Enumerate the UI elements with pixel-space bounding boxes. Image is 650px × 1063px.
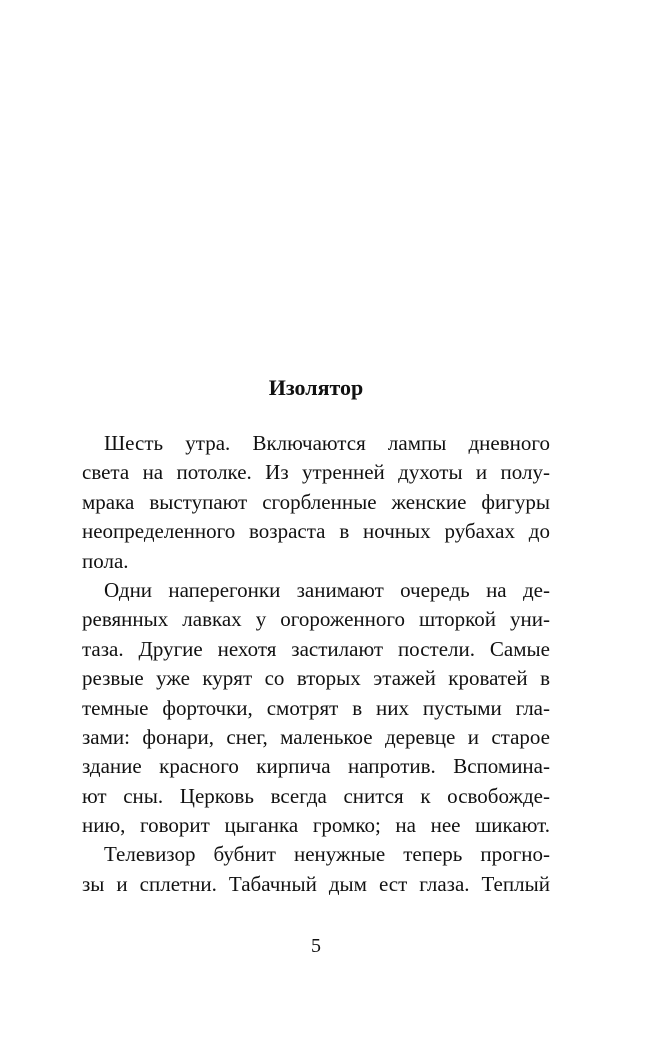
word: выступают bbox=[149, 489, 248, 514]
word: и bbox=[475, 460, 488, 485]
word: таза. bbox=[82, 636, 124, 661]
word: на bbox=[395, 813, 416, 838]
word: освобожде- bbox=[447, 783, 550, 808]
text-line bbox=[82, 782, 550, 811]
word: дневного bbox=[468, 431, 550, 455]
word: говорит bbox=[140, 813, 210, 838]
text-line bbox=[82, 811, 550, 840]
word: смотрят bbox=[266, 695, 339, 720]
word: утра. bbox=[185, 431, 231, 455]
word: деревце bbox=[385, 724, 456, 749]
word: темные bbox=[82, 695, 149, 720]
text-line bbox=[82, 870, 550, 899]
word: лампы bbox=[387, 431, 447, 455]
word: теперь bbox=[403, 842, 463, 867]
word: зами: bbox=[82, 724, 130, 749]
word: старое bbox=[491, 724, 550, 749]
word: утренней bbox=[302, 460, 385, 485]
word: шторкой bbox=[419, 607, 496, 632]
word: Из bbox=[265, 460, 289, 485]
word: них bbox=[376, 695, 409, 720]
word: кирпича bbox=[256, 754, 331, 779]
word: Одни bbox=[104, 577, 153, 602]
word: наперегонки bbox=[168, 577, 281, 602]
word: здание bbox=[82, 754, 142, 779]
text-line bbox=[82, 605, 550, 634]
word: резвые bbox=[82, 666, 144, 691]
word: дым bbox=[328, 871, 367, 896]
word: снится bbox=[343, 783, 404, 808]
word: вторых bbox=[296, 666, 361, 691]
word: застилают bbox=[291, 636, 384, 661]
word: глаза. bbox=[419, 871, 470, 896]
word: занимают bbox=[296, 577, 384, 602]
word: пола. bbox=[82, 548, 129, 573]
word: сны. bbox=[123, 783, 164, 808]
word: де- bbox=[522, 577, 550, 602]
word: Табачный bbox=[228, 871, 317, 896]
word: ненужные bbox=[294, 842, 386, 867]
word: сгорбленные bbox=[262, 489, 377, 514]
word: цыганка bbox=[224, 813, 299, 838]
word: этажей bbox=[373, 666, 436, 691]
text-line bbox=[82, 517, 550, 546]
word: сплетни. bbox=[139, 871, 217, 896]
word: гла- bbox=[515, 695, 550, 720]
word: кроватей bbox=[448, 666, 528, 691]
word: Телевизор bbox=[104, 842, 196, 867]
word: Включаются bbox=[252, 431, 366, 455]
word: фигуры bbox=[481, 489, 550, 514]
word: очередь bbox=[400, 577, 470, 602]
word: шикают. bbox=[475, 813, 550, 838]
word: всегда bbox=[270, 783, 327, 808]
word: огороженного bbox=[280, 607, 405, 632]
word: Теплый bbox=[481, 871, 550, 896]
text-line bbox=[82, 840, 550, 869]
chapter-title: Изолятор bbox=[268, 375, 364, 400]
word: на bbox=[142, 460, 164, 485]
text-line bbox=[82, 723, 550, 752]
word: громко; bbox=[312, 813, 381, 838]
word: Другие bbox=[138, 636, 203, 661]
word: уни- bbox=[510, 607, 550, 632]
word: напротив. bbox=[347, 754, 436, 779]
word: мрака bbox=[82, 489, 135, 514]
word: нехотя bbox=[217, 636, 277, 661]
word: красного bbox=[159, 754, 239, 779]
word: и bbox=[116, 871, 128, 896]
word: и bbox=[467, 724, 479, 749]
word: света bbox=[82, 460, 130, 485]
word: возраста bbox=[249, 519, 326, 544]
text-line bbox=[82, 576, 550, 605]
word: ют bbox=[82, 783, 107, 808]
word: духоты bbox=[398, 460, 463, 485]
word: полу- bbox=[500, 460, 550, 485]
word: на bbox=[486, 577, 507, 602]
word: зы bbox=[82, 871, 105, 896]
word: неопределенного bbox=[82, 519, 236, 544]
word: в bbox=[540, 666, 550, 691]
page-number: 5 bbox=[311, 935, 321, 957]
word: фонари, bbox=[142, 724, 215, 749]
word: Самые bbox=[489, 636, 550, 661]
word: нее bbox=[430, 813, 461, 838]
text-line bbox=[82, 429, 550, 458]
word: Шесть bbox=[104, 431, 164, 455]
word: потолке. bbox=[176, 460, 252, 485]
word: к bbox=[420, 783, 431, 808]
word: бубнит bbox=[213, 842, 276, 867]
text-line bbox=[82, 488, 550, 517]
word: в bbox=[352, 695, 363, 720]
word: постели. bbox=[397, 636, 475, 661]
word: уже bbox=[156, 666, 190, 691]
word: до bbox=[528, 519, 550, 544]
text-line bbox=[82, 664, 550, 693]
word: Церковь bbox=[179, 783, 254, 808]
word: в bbox=[339, 519, 350, 544]
text-line bbox=[82, 547, 550, 576]
word: рубахах bbox=[444, 519, 515, 544]
word: у bbox=[255, 607, 267, 632]
word: ночных bbox=[363, 519, 431, 544]
word: ест bbox=[378, 871, 408, 896]
word: форточки, bbox=[162, 695, 253, 720]
word: курят bbox=[202, 666, 253, 691]
word: прогно- bbox=[480, 842, 550, 867]
word: нию, bbox=[82, 813, 126, 838]
text-line bbox=[82, 635, 550, 664]
word: со bbox=[264, 666, 285, 691]
word: Вспомина- bbox=[453, 754, 550, 779]
word: пустыми bbox=[422, 695, 502, 720]
text-line bbox=[82, 458, 550, 487]
body-text bbox=[82, 429, 550, 899]
text-line bbox=[82, 752, 550, 781]
word: маленькое bbox=[280, 724, 373, 749]
word: снег, bbox=[226, 724, 268, 749]
word: ревянных bbox=[82, 607, 169, 632]
word: женские bbox=[391, 489, 467, 514]
word: лавках bbox=[182, 607, 242, 632]
text-line bbox=[82, 694, 550, 723]
